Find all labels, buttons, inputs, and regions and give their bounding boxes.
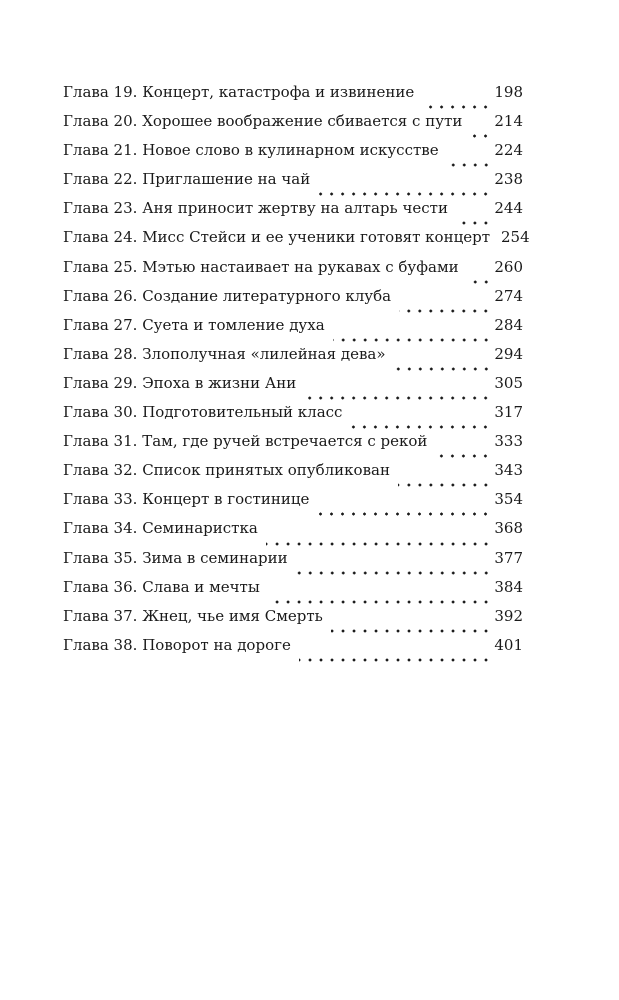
dot-leader [467, 273, 492, 285]
toc-entry-title [63, 634, 291, 656]
toc-chapter-title: Суета и томление духа [142, 315, 325, 334]
dot-leader [456, 214, 491, 226]
toc-page-number: 333 [494, 432, 523, 451]
toc-chapter-title: Создание литературного клуба [142, 286, 392, 305]
toc-chapter-number: Глава 28. [63, 344, 138, 363]
toc-chapter-title: Там, где ручей встречается с рекой [142, 432, 428, 451]
toc-chapter-title: Концерт, катастрофа и извинение [142, 83, 415, 101]
toc-entry [63, 401, 523, 430]
toc-chapter-title: Зима в семинарии [142, 548, 288, 567]
toc-chapter-number: Глава 33. [63, 490, 138, 509]
dot-leader [331, 622, 492, 634]
toc-chapter-number: Глава 29. [63, 373, 138, 392]
toc-entry-title [63, 81, 414, 103]
toc-entry-title [63, 314, 325, 336]
toc-page-number: 305 [494, 373, 523, 392]
toc-page-number: 354 [494, 490, 523, 509]
toc-page-number: 294 [494, 344, 523, 363]
dot-leader [296, 564, 492, 576]
toc-entry-title [63, 256, 459, 278]
toc-entry-title [63, 110, 462, 132]
toc-chapter-title: Мисс Стейси и ее ученики готовят концерт [142, 228, 491, 247]
toc-entry [63, 459, 523, 488]
toc-entry [63, 547, 523, 576]
toc-chapter-number: Глава 30. [63, 403, 138, 422]
dot-leader [266, 535, 492, 547]
toc-chapter-title: Жнец, чье имя Смерть [142, 606, 323, 625]
toc-chapter-number: Глава 37. [63, 606, 138, 625]
toc-entry-title [63, 285, 391, 307]
dot-leader [422, 98, 491, 110]
dot-leader [299, 651, 492, 663]
toc-chapter-title: Подготовительный класс [142, 403, 343, 422]
dot-leader [399, 302, 491, 314]
toc-entry-title [63, 226, 490, 248]
toc-entry-title [63, 401, 342, 423]
dot-leader [268, 593, 492, 605]
toc-chapter-number: Глава 38. [63, 635, 138, 654]
toc-page-number: 260 [494, 257, 523, 276]
toc-entry [63, 285, 523, 314]
toc-chapter-number: Глава 19. [63, 83, 138, 101]
toc-entry-title [63, 139, 439, 161]
toc-entry [63, 314, 523, 343]
dot-leader [304, 389, 491, 401]
toc-chapter-number: Глава 25. [63, 257, 138, 276]
toc-entry [63, 343, 523, 372]
toc-entry-title [63, 372, 296, 394]
toc-page-number: 368 [494, 519, 523, 538]
toc-chapter-number: Глава 20. [63, 112, 138, 131]
toc-entry [63, 576, 523, 605]
toc-chapter-number: Глава 34. [63, 519, 138, 538]
toc-entry [63, 372, 523, 401]
toc-page-number: 317 [494, 403, 523, 422]
toc-entry [63, 81, 523, 110]
toc-entry-title [63, 547, 288, 569]
toc-page-number: 238 [494, 170, 523, 189]
toc-entry-title [63, 459, 390, 481]
toc-chapter-number: Глава 23. [63, 199, 138, 218]
toc-chapter-number: Глава 35. [63, 548, 138, 567]
toc-chapter-title: Хорошее воображение сбивается с пути [142, 112, 463, 131]
toc-entry [63, 226, 530, 255]
toc-chapter-title: Мэтью настаивает на рукавах с буфами [142, 257, 459, 276]
toc-entry [63, 488, 523, 517]
toc-page-number: 274 [494, 286, 523, 305]
toc-page-number: 224 [494, 141, 523, 160]
dot-leader [394, 360, 492, 372]
toc-chapter-number: Глава 22. [63, 170, 138, 189]
toc-chapter-title: Поворот на дороге [142, 635, 291, 654]
toc-entry [63, 110, 523, 139]
toc-chapter-number: Глава 21. [63, 141, 138, 160]
toc-page-number: 384 [494, 577, 523, 596]
toc-page-number: 244 [494, 199, 523, 218]
toc-entry-title [63, 488, 309, 510]
toc-entry [63, 430, 523, 459]
dot-leader [333, 331, 492, 343]
dot-leader [317, 505, 491, 517]
dot-leader [398, 476, 491, 488]
toc-chapter-number: Глава 27. [63, 315, 138, 334]
toc-entry-title [63, 605, 323, 627]
toc-entry [63, 168, 523, 197]
toc-entry [63, 634, 523, 663]
toc-entry [63, 256, 523, 285]
toc-entry-title [63, 517, 258, 539]
toc-entry [63, 197, 523, 226]
toc-chapter-number: Глава 36. [63, 577, 138, 596]
toc-page-number: 343 [494, 461, 523, 480]
toc-page-number: 214 [494, 112, 523, 131]
toc-page-number: 392 [494, 606, 523, 625]
toc-page-number: 198 [494, 83, 523, 101]
toc-chapter-title: Концерт в гостинице [142, 490, 310, 509]
toc-entry [63, 139, 523, 168]
toc-chapter-number: Глава 24. [63, 228, 138, 247]
toc-chapter-title: Приглашение на чай [142, 170, 311, 189]
dot-leader [318, 185, 491, 197]
toc-page-number: 401 [494, 635, 523, 654]
dot-leader [447, 156, 492, 168]
toc-chapter-title: Аня приносит жертву на алтарь чести [142, 199, 448, 218]
toc-entry-title [63, 343, 386, 365]
toc-chapter-title: Новое слово в кулинарном искусстве [142, 141, 439, 160]
toc-entry [63, 517, 523, 546]
toc-entry-title [63, 430, 427, 452]
toc-entry-title [63, 576, 260, 598]
toc-chapter-title: Слава и мечты [142, 577, 260, 596]
toc-chapter-title: Список принятых опубликован [142, 461, 390, 480]
toc-chapter-title: Злополучная «лилейная дева» [142, 344, 386, 363]
toc-entry-title [63, 168, 310, 190]
toc-chapter-title: Семинаристка [142, 519, 258, 538]
table-of-contents [63, 81, 530, 663]
toc-page-number: 254 [501, 228, 530, 247]
toc-page-number: 284 [494, 315, 523, 334]
toc-entry [63, 605, 523, 634]
dot-leader [350, 418, 491, 430]
toc-chapter-number: Глава 31. [63, 432, 138, 451]
toc-page-number: 377 [494, 548, 523, 567]
dot-leader [470, 127, 491, 139]
toc-entry-title [63, 197, 448, 219]
toc-chapter-number: Глава 26. [63, 286, 138, 305]
dot-leader [435, 447, 491, 459]
toc-chapter-title: Эпоха в жизни Ани [142, 373, 297, 392]
toc-chapter-number: Глава 32. [63, 461, 138, 480]
